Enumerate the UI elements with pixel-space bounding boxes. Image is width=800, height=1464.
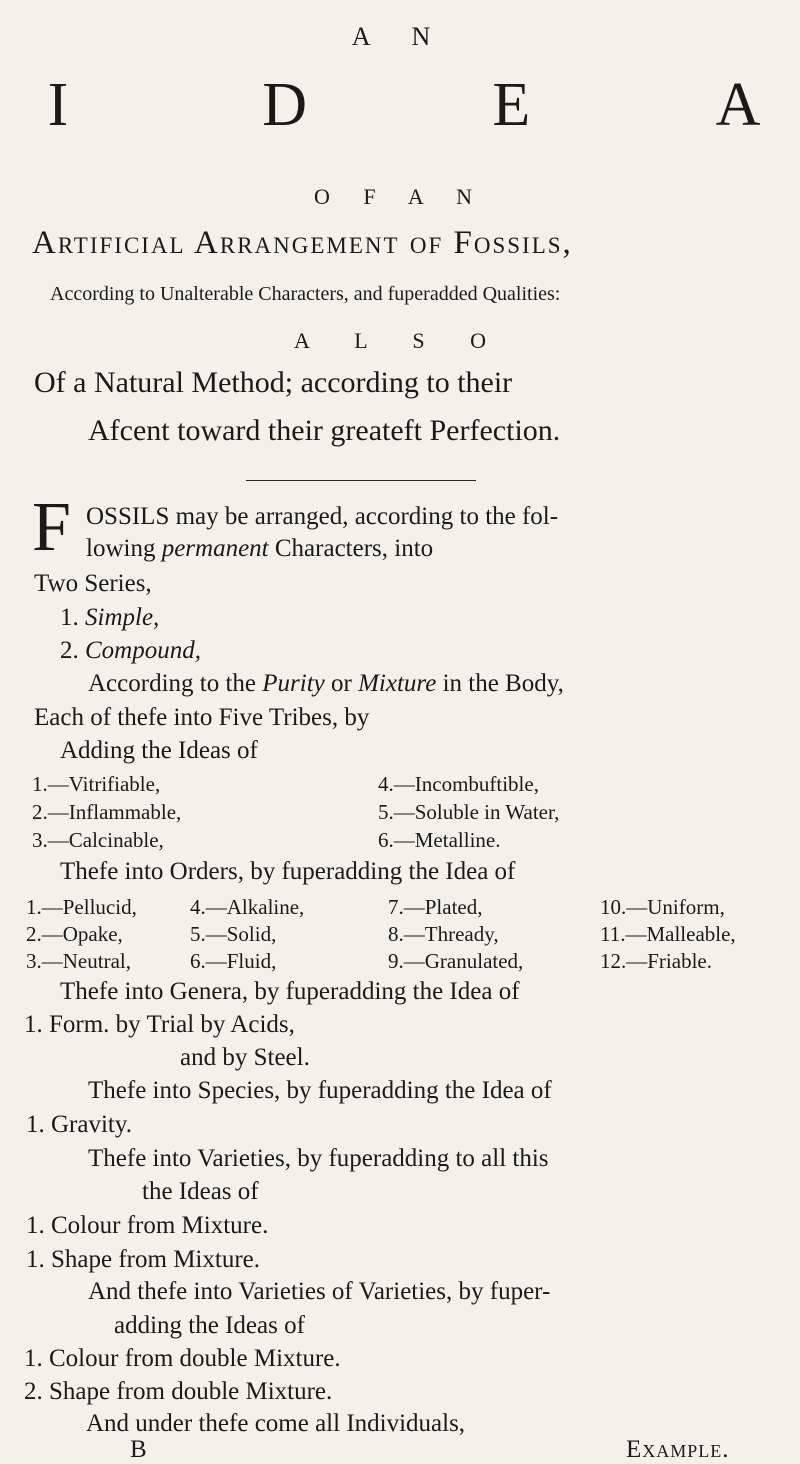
text-span: or <box>324 670 359 697</box>
title-line-1: Artificial Arrangement of Fossils, <box>32 225 573 261</box>
text-line: And under thefe come all Individuals, <box>86 1410 466 1437</box>
order-item: 11.—Malleable, <box>600 922 736 946</box>
text-line: 2. Shape from double Mixture. <box>24 1378 333 1405</box>
text-line: Adding the Ideas of <box>60 737 258 764</box>
order-item: 1.—Pellucid, <box>26 895 137 919</box>
tribe-item: 4.—Incombuftible, <box>378 772 539 796</box>
tribe-item: 5.—Soluble in Water, <box>378 800 560 824</box>
heading-also: A L S O <box>294 328 506 353</box>
order-item: 10.—Uniform, <box>600 895 725 919</box>
text-line: and by Steel. <box>180 1044 310 1071</box>
idea-letter: E <box>492 71 531 139</box>
italic-text: permanent <box>161 535 269 562</box>
text-line: And thefe into Varieties of Varieties, by fuper- <box>88 1278 551 1305</box>
italic-text: Simple, <box>85 604 160 631</box>
text-line: adding the Ideas of <box>114 1312 305 1339</box>
tribe-item: 2.—Inflammable, <box>32 800 182 824</box>
order-item: 5.—Solid, <box>190 922 277 946</box>
heading-of-an: O F A N <box>314 184 486 209</box>
text-line <box>60 604 159 632</box>
text-line: Thefe into Varieties, by fuperadding to all this <box>88 1145 549 1172</box>
list-number: 2. <box>60 637 85 664</box>
order-item: 12.—Friable. <box>600 949 712 973</box>
signature-mark: B <box>130 1436 147 1463</box>
text-line: Thefe into Orders, by fuperadding the Idea of <box>60 858 516 885</box>
order-item: 9.—Granulated, <box>388 949 524 973</box>
text-line: Thefe into Species, by fuperadding the Idea of <box>88 1077 552 1104</box>
heading-idea <box>28 70 768 141</box>
text-line: 1. Colour from double Mixture. <box>24 1345 341 1372</box>
text-span: Characters, into <box>268 535 434 562</box>
order-item: 3.—Neutral, <box>26 949 131 973</box>
italic-text: Purity <box>262 670 325 697</box>
order-item: 7.—Plated, <box>388 895 483 919</box>
tribe-item: 6.—Metalline. <box>378 828 501 852</box>
text-line: 1. Shape from Mixture. <box>26 1246 260 1273</box>
text-span: in the Body, <box>436 670 564 697</box>
text-line: Each of thefe into Five Tribes, by <box>34 704 370 731</box>
idea-letter: D <box>262 71 308 139</box>
divider-rule <box>246 480 476 481</box>
heading-an: A N <box>351 22 449 51</box>
text-line <box>88 670 564 698</box>
text-line: the Ideas of <box>142 1178 259 1205</box>
tribe-item: 3.—Calcinable, <box>32 828 164 852</box>
text-line: OSSILS may be arranged, according to the fol- <box>86 503 559 530</box>
order-item: 4.—Alkaline, <box>190 895 305 919</box>
title-line-3: Of a Natural Method; according to their <box>34 366 513 399</box>
drop-capital: F <box>32 489 71 566</box>
title-line-4: Afcent toward their greateft Perfection. <box>88 414 561 447</box>
text-line: 1. Form. by Trial by Acids, <box>24 1011 295 1038</box>
order-item: 8.—Thready, <box>388 922 499 946</box>
list-number: 1. <box>60 604 85 631</box>
text-span: According to the <box>88 670 263 697</box>
text-span: lowing <box>86 535 162 562</box>
text-line: Thefe into Genera, by fuperadding the Idea of <box>60 978 520 1005</box>
title-line-2: According to Unalterable Characters, and fuperadded Qualities: <box>50 283 561 305</box>
idea-letter: I <box>47 71 69 139</box>
text-line <box>86 535 433 563</box>
text-line: Two Series, <box>34 570 152 597</box>
order-item: 2.—Opake, <box>26 922 123 946</box>
catchword: Example. <box>626 1436 730 1463</box>
text-line: 1. Gravity. <box>26 1111 132 1138</box>
text-line: 1. Colour from Mixture. <box>26 1212 269 1239</box>
italic-text: Mixture <box>358 670 437 697</box>
text-line <box>60 637 201 665</box>
tribe-item: 1.—Vitrifiable, <box>32 772 161 796</box>
idea-letter: A <box>715 71 761 139</box>
italic-text: Compound, <box>85 637 201 664</box>
order-item: 6.—Fluid, <box>190 949 277 973</box>
